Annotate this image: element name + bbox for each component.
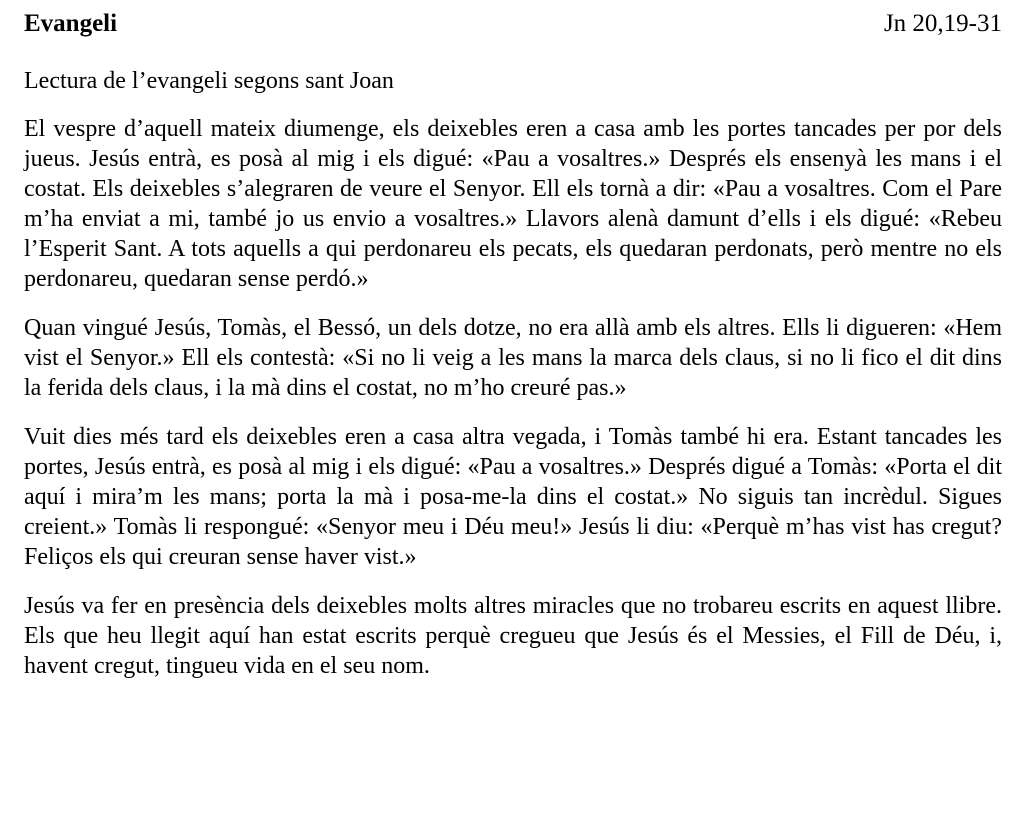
paragraph-1: El vespre d’aquell mateix diumenge, els deixebles eren a casa amb les portes tancades per por dels jueus. Jesús entrà, es posà al mig i els digué: «Pau a vosaltres.» Després els ensenyà les mans i el costat. Els deixebles s’alegraren de veure el Senyor. Ell els tornà a dir: «Pau a vosaltres. Com el Pare m’ha enviat a mi, també jo us envio a vosaltres.» Llavors alenà damunt d’ells i els digué: «Rebeu l’Esperit Sant. A tots aquells a qui perdonareu els pecats, els quedaran perdonats, però mentre no els perdonareu, quedaran sense perdó.» (24, 116, 1002, 292)
paragraph-3: Vuit dies més tard els deixebles eren a casa altra vegada, i Tomàs també hi era. Estant tancades les portes, Jesús entrà, es posà al mig i els digué: «Pau a vosaltres.» Després digué a Tomàs: «Porta el dit aquí i mira’m les mans; porta la mà i posa-me-la dins el costat.» No siguis tan incrèdul. Sigues creient.» Tomàs li respongué: «Senyor meu i Déu meu!» Jesús li diu: «Perquè m’has vist has cregut? Feliços els qui creuran sense haver vist.» (24, 424, 1002, 570)
paragraph-4: Jesús va fer en presència dels deixebles molts altres miracles que no trobareu escrits en aquest llibre. Els que heu llegit aquí han estat escrits perquè cregueu que Jesús és el Messies, el Fill de Déu, i, havent cregut, tingueu vida en el seu nom. (24, 593, 1002, 679)
reading-title: Evangeli (24, 10, 118, 37)
paragraph-2: Quan vingué Jesús, Tomàs, el Bessó, un dels dotze, no era allà amb els altres. Ells li digueren: «Hem vist el Senyor.» Ell els contestà: «Si no li veig a les mans la marca dels claus, si no li fico el dit dins la ferida dels claus, i la mà dins el costat, no m’ho creuré pas.» (24, 315, 1002, 401)
reading-introduction: Lectura de l’evangeli segons sant Joan (24, 68, 394, 94)
reading-header (24, 8, 1002, 48)
scripture-reference: Jn 20,19-31 (883, 10, 1002, 37)
